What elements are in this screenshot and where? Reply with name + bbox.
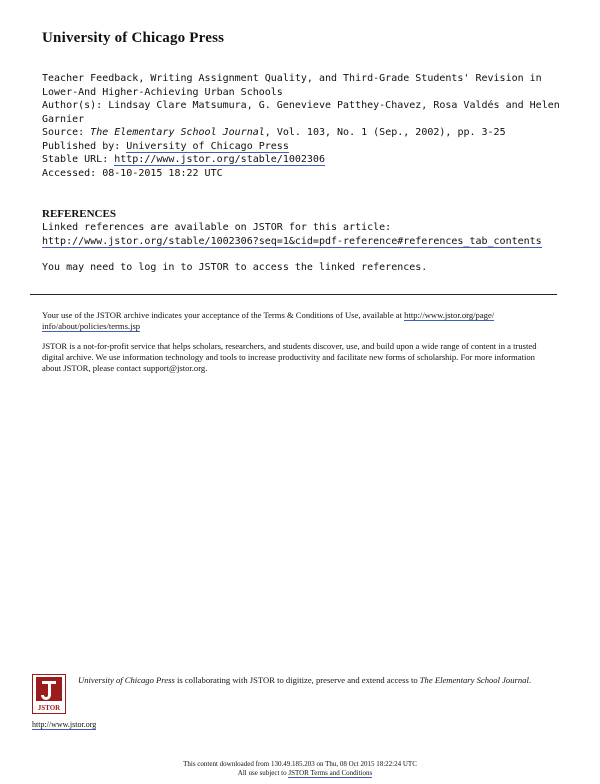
references-block [42, 221, 542, 248]
stable-url-label: Stable URL: [42, 154, 115, 165]
collab-end: . [528, 675, 532, 685]
footer-line-2 [0, 769, 600, 778]
authors-line-1: Author(s): Lindsay Clare Matsumura, G. Genevieve Patthey-Chavez, Rosa Valdés and Helen [42, 100, 560, 111]
stable-url-link[interactable]: http://www.jstor.org/stable/1002306 [114, 154, 325, 165]
source-label: Source: [42, 127, 91, 138]
references-heading: REFERENCES [42, 208, 116, 220]
terms-text: Your use of the JSTOR archive indicates your acceptance of the Terms & Conditions of Use, available at [42, 310, 405, 320]
jstor-logo[interactable] [32, 674, 66, 714]
accessed-line: Accessed: 08-10-2015 18:22 UTC [42, 167, 223, 179]
publisher-title: University of Chicago Press [42, 30, 225, 46]
collab-middle: is collaborating with JSTOR to digitize, preserve and extend access to [174, 675, 420, 685]
jstor-description: JSTOR is a not-for-profit service that helps scholars, researchers, and students discover, use, and build upon a wide range of content in a trusted digital archive. We use information technology and tools to increase productivity and facilitate new forms of scholarship. For more information about JSTOR, please contact support@jstor.org. [42, 341, 537, 373]
source-details: , Vol. 103, No. 1 (Sep., 2002), pp. 3-25 [264, 127, 506, 138]
source-journal: The Elementary School Journal [90, 127, 265, 138]
published-label: Published by: [42, 140, 127, 152]
collab-publisher: University of Chicago Press [78, 675, 175, 685]
published-line [42, 140, 562, 154]
terms-conditions-link[interactable]: JSTOR Terms and Conditions [288, 769, 373, 777]
stable-url-line [42, 153, 562, 167]
references-intro: Linked references are available on JSTOR for this article: [42, 222, 392, 233]
article-metadata [42, 72, 562, 180]
source-line [42, 126, 562, 140]
jstor-logo-text: JSTOR [37, 704, 61, 712]
jstor-home-link[interactable]: http://www.jstor.org [32, 720, 97, 729]
download-footer [0, 760, 600, 778]
collaboration-note [78, 675, 558, 686]
article-title-line-2: Lower-And Higher-Achieving Urban Schools [42, 86, 283, 98]
article-title-line-1: Teacher Feedback, Writing Assignment Quality, and Third-Grade Students' Revision in [42, 73, 542, 84]
publisher-link[interactable]: University of Chicago Press [126, 140, 289, 152]
references-link[interactable]: http://www.jstor.org/stable/1002306?seq=1&cid=pdf-reference#references_tab_contents [42, 235, 542, 247]
login-note: You may need to log in to JSTOR to access the linked references. [42, 262, 428, 273]
terms-block [42, 310, 554, 383]
divider [30, 294, 557, 295]
terms-link-part-1[interactable]: http://www.jstor.org/page/ [404, 310, 495, 320]
footer-prefix: All use subject to [237, 769, 289, 777]
terms-link-part-2[interactable]: info/about/policies/terms.jsp [42, 321, 141, 331]
footer-line-1: This content downloaded from 130.49.185.203 on Thu, 08 Oct 2015 18:22:24 UTC [183, 760, 417, 768]
terms-paragraph [42, 310, 554, 332]
authors-line-2: Garnier [42, 113, 85, 125]
collab-journal: The Elementary School Journal [419, 675, 529, 685]
